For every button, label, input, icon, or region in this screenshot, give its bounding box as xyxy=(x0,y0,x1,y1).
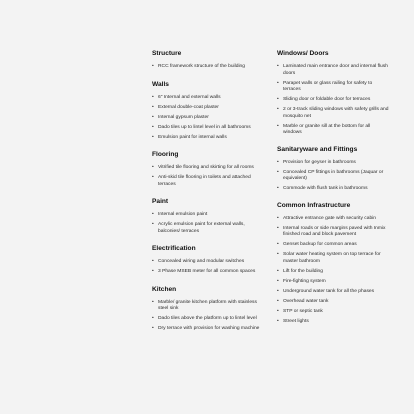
bullet-icon: • xyxy=(152,259,154,264)
bullet-icon: • xyxy=(277,288,279,294)
list-item xyxy=(152,259,268,266)
bullet-icon: • xyxy=(277,64,279,69)
list-item xyxy=(152,326,268,333)
list-item xyxy=(277,186,389,193)
bullet-icon: • xyxy=(277,159,279,165)
list-item-text: Fire-fighting system xyxy=(283,278,326,284)
list-item xyxy=(277,299,389,306)
section-flooring xyxy=(152,151,268,188)
bullet-icon: • xyxy=(152,114,154,120)
section-structure xyxy=(152,50,268,71)
list-item-text: External double-coat plaster xyxy=(158,104,219,110)
bullet-icon: • xyxy=(277,225,279,231)
spec-list xyxy=(152,64,268,71)
list-item-text: Internal emulsion paint xyxy=(158,212,208,217)
list-item-text: 6" Internal and external walls xyxy=(158,94,221,100)
bullet-icon: • xyxy=(152,299,154,305)
bullet-icon: • xyxy=(277,186,279,191)
list-item xyxy=(152,269,268,276)
bullet-icon: • xyxy=(277,278,279,284)
bullet-icon: • xyxy=(277,318,279,324)
list-item xyxy=(277,81,389,94)
section-sanitaryware-and-fittings xyxy=(277,146,389,193)
list-item-text: Overhead water tank xyxy=(283,298,329,304)
bullet-icon: • xyxy=(152,326,154,331)
list-item xyxy=(152,115,268,122)
list-item-text: Internal roads or side margins paved with Inmix finished road and block pavement xyxy=(283,225,386,237)
list-item xyxy=(277,252,389,265)
section-heading: Kitchen xyxy=(152,285,177,293)
bullet-icon: • xyxy=(277,123,279,129)
bullet-icon: • xyxy=(277,97,279,102)
list-item-text: Dado tiles above the platform up to lintel level xyxy=(158,316,257,321)
list-item xyxy=(277,279,389,286)
bullet-icon: • xyxy=(152,222,154,227)
list-item xyxy=(152,95,268,102)
section-windows-doors xyxy=(277,50,389,137)
list-item-text: Acrylic emulsion paint for external walls, balconies/ terraces xyxy=(158,222,245,234)
list-item xyxy=(152,300,268,313)
list-item xyxy=(277,242,389,249)
list-item xyxy=(277,124,389,137)
list-item xyxy=(277,107,389,120)
list-item-text: Attractive entrance gate with security cabin xyxy=(283,215,376,221)
list-item-text: Lift for the building xyxy=(283,268,323,274)
list-item-text: Anti-skid tile flooring in toilets and attached terraces xyxy=(158,175,251,187)
section-common-infrastructure xyxy=(277,202,389,326)
list-item-text: Underground water tank for all the phases xyxy=(283,288,375,294)
section-paint xyxy=(152,198,268,235)
section-heading: Structure xyxy=(152,50,182,57)
bullet-icon: • xyxy=(152,165,154,170)
section-walls xyxy=(152,81,268,142)
list-item xyxy=(277,319,389,326)
section-heading: Sanitaryware and Fittings xyxy=(277,145,358,153)
list-item-text: 3 Phase MSEB meter for all common spaces xyxy=(158,269,256,274)
bullet-icon: • xyxy=(277,308,279,314)
spec-list xyxy=(277,216,389,326)
list-item-text: 2 or 3-track sliding windows with safety grills and mosquito net xyxy=(283,107,389,119)
left-column xyxy=(152,50,268,343)
section-heading: Common Infrastructure xyxy=(277,201,351,209)
spec-list xyxy=(152,95,268,142)
bullet-icon: • xyxy=(152,64,154,69)
section-electrification xyxy=(152,245,268,276)
list-item-text: Marble/ granite kitchen platform with stainless steel sink xyxy=(158,299,257,311)
bullet-icon: • xyxy=(277,252,279,257)
spec-list xyxy=(152,300,268,333)
list-item xyxy=(277,216,389,223)
list-item xyxy=(152,175,268,188)
spec-list xyxy=(277,64,389,137)
list-item xyxy=(277,160,389,167)
bullet-icon: • xyxy=(277,80,279,86)
list-item xyxy=(152,222,268,235)
bullet-icon: • xyxy=(152,212,154,217)
list-item xyxy=(277,226,389,239)
section-heading: Electrification xyxy=(152,245,196,252)
spec-list xyxy=(152,165,268,188)
section-heading: Windows/ Doors xyxy=(277,50,329,57)
list-item xyxy=(277,97,389,104)
list-item-text: Dado tiles up to lintel level in all bathrooms xyxy=(158,124,251,130)
bullet-icon: • xyxy=(277,242,279,247)
section-kitchen xyxy=(152,286,268,333)
list-item-text: Commode with flush tank in bathrooms xyxy=(283,186,368,191)
bullet-icon: • xyxy=(152,94,154,100)
bullet-icon: • xyxy=(152,269,154,274)
list-item-text: RCC framework structure of the building xyxy=(158,64,245,69)
list-item xyxy=(152,316,268,323)
list-item-text: Laminated main entrance door and internal flush doors xyxy=(283,64,388,76)
list-item-text: STP or septic tank xyxy=(283,308,323,314)
spec-list xyxy=(152,212,268,235)
list-item-text: Concealed wiring and modular switches xyxy=(158,259,245,264)
list-item xyxy=(152,105,268,112)
list-item xyxy=(277,289,389,296)
list-item-text: Parapet walls or glass railing for safety to terraces xyxy=(283,80,373,92)
list-item xyxy=(152,135,268,142)
list-item xyxy=(277,170,389,183)
spec-list xyxy=(277,160,389,193)
list-item xyxy=(152,125,268,132)
list-item-text: Concealed CP fittings in bathrooms (Jaquar or equivalent) xyxy=(283,169,384,181)
list-item-text: Solar water heating system on top terrace for master bathroom xyxy=(283,252,381,264)
bullet-icon: • xyxy=(277,215,279,221)
list-item-text: Dry terrace with provision for washing machine xyxy=(158,326,260,331)
list-item-text: Sliding door or foldable door for terraces xyxy=(283,97,371,102)
section-heading: Flooring xyxy=(152,151,179,158)
spec-list xyxy=(152,259,268,276)
bullet-icon: • xyxy=(277,298,279,304)
list-item xyxy=(277,309,389,316)
list-item xyxy=(277,269,389,276)
list-item-text: Marble or granite sill at the bottom for all windows xyxy=(283,123,371,135)
list-item-text: Street lights xyxy=(283,318,309,324)
bullet-icon: • xyxy=(152,124,154,130)
list-item xyxy=(152,212,268,219)
section-heading: Walls xyxy=(152,80,169,88)
bullet-icon: • xyxy=(152,134,154,140)
bullet-icon: • xyxy=(277,107,279,112)
list-item-text: Genset backup for common areas xyxy=(283,242,357,247)
list-item xyxy=(152,165,268,172)
bullet-icon: • xyxy=(277,268,279,274)
list-item xyxy=(152,64,268,71)
right-column xyxy=(277,50,389,334)
list-item xyxy=(277,64,389,77)
section-heading: Paint xyxy=(152,198,169,205)
list-item-text: Internal gypsum plaster xyxy=(158,114,209,120)
list-item-text: Vitrified tile flooring and skirting for all rooms xyxy=(158,165,254,170)
bullet-icon: • xyxy=(152,175,154,180)
list-item-text: Emulsion paint for internal walls xyxy=(158,134,227,140)
bullet-icon: • xyxy=(152,316,154,321)
bullet-icon: • xyxy=(277,169,279,175)
bullet-icon: • xyxy=(152,104,154,110)
list-item-text: Provision for geyser in bathrooms xyxy=(283,159,356,165)
